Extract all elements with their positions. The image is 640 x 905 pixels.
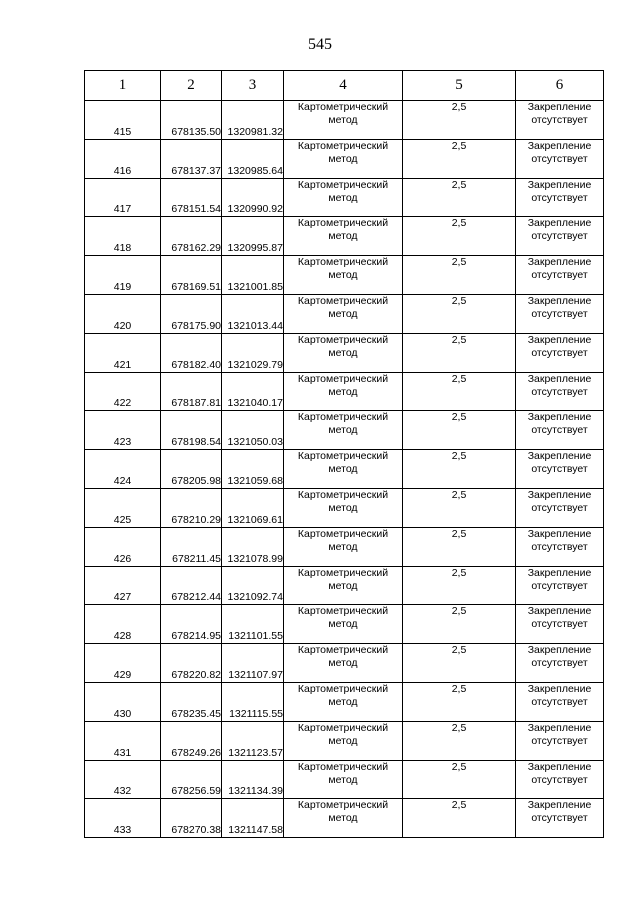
- point-number-cell: 415: [85, 101, 161, 140]
- x-coordinate-cell: 678211.45: [161, 527, 222, 566]
- point-number-cell: 432: [85, 760, 161, 799]
- method-text-line1: Картометрический: [297, 217, 389, 230]
- point-number-cell: 422: [85, 372, 161, 411]
- method-cell: [284, 760, 403, 799]
- method-text-line1: Картометрический: [297, 566, 389, 579]
- fixation-text-line2: отсутствует: [531, 773, 588, 786]
- x-coordinate-cell: 678162.29: [161, 217, 222, 256]
- method-cell: [284, 721, 403, 760]
- table-row: [85, 760, 604, 799]
- method-cell: [284, 294, 403, 333]
- fixation-text-line1: Закрепление: [527, 644, 592, 657]
- fixation-text-line2: отсутствует: [531, 463, 588, 476]
- fixation-cell: [516, 411, 604, 450]
- x-coordinate-cell: 678235.45: [161, 682, 222, 721]
- y-coordinate-cell: 1321001.85: [222, 256, 284, 295]
- method-text-line1: Картометрический: [297, 178, 389, 191]
- y-coordinate-cell: 1321050.03: [222, 411, 284, 450]
- x-coordinate-cell: 678212.44: [161, 566, 222, 605]
- table-row: [85, 527, 604, 566]
- method-text-line2: метод: [328, 230, 358, 243]
- point-number-cell: 427: [85, 566, 161, 605]
- method-cell: [284, 605, 403, 644]
- fixation-text-line2: отсутствует: [531, 385, 588, 398]
- table-row: [85, 411, 604, 450]
- fixation-cell: [516, 178, 604, 217]
- method-text-line1: Картометрический: [297, 799, 389, 812]
- fixation-text-line1: Закрепление: [527, 139, 592, 152]
- table-row: [85, 605, 604, 644]
- accuracy-cell: 2,5: [403, 799, 516, 838]
- method-text-line2: метод: [328, 269, 358, 282]
- x-coordinate-cell: 678210.29: [161, 488, 222, 527]
- point-number-cell: 430: [85, 682, 161, 721]
- method-cell: [284, 101, 403, 140]
- point-number-cell: 423: [85, 411, 161, 450]
- point-number-cell: 416: [85, 139, 161, 178]
- method-text-line1: Картометрический: [297, 760, 389, 773]
- method-text-line1: Картометрический: [297, 256, 389, 269]
- fixation-cell: [516, 566, 604, 605]
- accuracy-cell: 2,5: [403, 682, 516, 721]
- accuracy-cell: 2,5: [403, 644, 516, 683]
- fixation-text-line1: Закрепление: [527, 217, 592, 230]
- method-text-line2: метод: [328, 618, 358, 631]
- method-text-line2: метод: [328, 734, 358, 747]
- point-number-cell: 429: [85, 644, 161, 683]
- x-coordinate-cell: 678187.81: [161, 372, 222, 411]
- coordinates-table: [84, 70, 604, 838]
- method-text-line1: Картометрический: [297, 450, 389, 463]
- method-text-line2: метод: [328, 501, 358, 514]
- x-coordinate-cell: 678249.26: [161, 721, 222, 760]
- method-text-line1: Картометрический: [297, 294, 389, 307]
- x-coordinate-cell: 678135.50: [161, 101, 222, 140]
- method-cell: [284, 799, 403, 838]
- y-coordinate-cell: 1320990.92: [222, 178, 284, 217]
- y-coordinate-cell: 1321069.61: [222, 488, 284, 527]
- fixation-text-line1: Закрепление: [527, 527, 592, 540]
- method-text-line2: метод: [328, 114, 358, 126]
- fixation-cell: [516, 217, 604, 256]
- y-coordinate-cell: 1321078.99: [222, 527, 284, 566]
- fixation-cell: [516, 760, 604, 799]
- method-text-line1: Картометрический: [297, 372, 389, 385]
- method-text-line2: метод: [328, 695, 358, 708]
- method-text-line1: Картометрический: [297, 721, 389, 734]
- table-row: [85, 178, 604, 217]
- table-row: [85, 566, 604, 605]
- accuracy-cell: 2,5: [403, 256, 516, 295]
- method-text-line2: метод: [328, 152, 358, 165]
- method-cell: [284, 682, 403, 721]
- accuracy-cell: 2,5: [403, 721, 516, 760]
- accuracy-cell: 2,5: [403, 527, 516, 566]
- x-coordinate-cell: 678151.54: [161, 178, 222, 217]
- table-row: [85, 450, 604, 489]
- method-cell: [284, 256, 403, 295]
- method-text-line2: метод: [328, 773, 358, 786]
- method-text-line2: метод: [328, 385, 358, 398]
- method-text-line1: Картометрический: [297, 488, 389, 501]
- fixation-text-line2: отсутствует: [531, 501, 588, 514]
- column-header: 4: [284, 71, 403, 101]
- x-coordinate-cell: 678205.98: [161, 450, 222, 489]
- fixation-text-line1: Закрепление: [527, 372, 592, 385]
- fixation-cell: [516, 256, 604, 295]
- y-coordinate-cell: 1321115.55: [222, 682, 284, 721]
- fixation-text-line1: Закрепление: [527, 178, 592, 191]
- x-coordinate-cell: 678256.59: [161, 760, 222, 799]
- method-cell: [284, 527, 403, 566]
- method-text-line2: метод: [328, 463, 358, 476]
- table-row: [85, 644, 604, 683]
- fixation-cell: [516, 605, 604, 644]
- accuracy-cell: 2,5: [403, 139, 516, 178]
- method-text-line2: метод: [328, 812, 358, 825]
- method-text-line1: Картометрический: [297, 644, 389, 657]
- y-coordinate-cell: 1321013.44: [222, 294, 284, 333]
- method-text-line2: метод: [328, 424, 358, 437]
- fixation-text-line2: отсутствует: [531, 114, 588, 126]
- fixation-text-line2: отсутствует: [531, 424, 588, 437]
- method-cell: [284, 411, 403, 450]
- method-cell: [284, 217, 403, 256]
- fixation-text-line2: отсутствует: [531, 152, 588, 165]
- fixation-cell: [516, 333, 604, 372]
- fixation-cell: [516, 101, 604, 140]
- method-text-line2: метод: [328, 346, 358, 359]
- method-cell: [284, 333, 403, 372]
- method-text-line2: метод: [328, 191, 358, 204]
- table-row: [85, 217, 604, 256]
- fixation-text-line1: Закрепление: [527, 760, 592, 773]
- method-cell: [284, 450, 403, 489]
- method-text-line1: Картометрический: [297, 682, 389, 695]
- fixation-text-line2: отсутствует: [531, 657, 588, 670]
- x-coordinate-cell: 678270.38: [161, 799, 222, 838]
- fixation-cell: [516, 488, 604, 527]
- method-cell: [284, 644, 403, 683]
- fixation-text-line1: Закрепление: [527, 799, 592, 812]
- fixation-text-line1: Закрепление: [527, 333, 592, 346]
- column-header: 5: [403, 71, 516, 101]
- point-number-cell: 421: [85, 333, 161, 372]
- x-coordinate-cell: 678182.40: [161, 333, 222, 372]
- y-coordinate-cell: 1321107.97: [222, 644, 284, 683]
- fixation-text-line1: Закрепление: [527, 411, 592, 424]
- table-row: [85, 333, 604, 372]
- y-coordinate-cell: 1321040.17: [222, 372, 284, 411]
- point-number-cell: 419: [85, 256, 161, 295]
- y-coordinate-cell: 1320981.32: [222, 101, 284, 140]
- fixation-text-line2: отсутствует: [531, 579, 588, 592]
- table-row: [85, 256, 604, 295]
- fixation-cell: [516, 450, 604, 489]
- table-row: [85, 682, 604, 721]
- y-coordinate-cell: 1321059.68: [222, 450, 284, 489]
- fixation-cell: [516, 644, 604, 683]
- fixation-text-line2: отсутствует: [531, 269, 588, 282]
- accuracy-cell: 2,5: [403, 294, 516, 333]
- column-header: 6: [516, 71, 604, 101]
- fixation-text-line1: Закрепление: [527, 605, 592, 618]
- method-text-line1: Картометрический: [297, 527, 389, 540]
- accuracy-cell: 2,5: [403, 488, 516, 527]
- y-coordinate-cell: 1320995.87: [222, 217, 284, 256]
- accuracy-cell: 2,5: [403, 101, 516, 140]
- page-number: 545: [308, 36, 332, 53]
- method-text-line1: Картометрический: [297, 605, 389, 618]
- accuracy-cell: 2,5: [403, 411, 516, 450]
- x-coordinate-cell: 678198.54: [161, 411, 222, 450]
- accuracy-cell: 2,5: [403, 566, 516, 605]
- table-row: [85, 372, 604, 411]
- y-coordinate-cell: 1321029.79: [222, 333, 284, 372]
- accuracy-cell: 2,5: [403, 450, 516, 489]
- y-coordinate-cell: 1320985.64: [222, 139, 284, 178]
- method-cell: [284, 566, 403, 605]
- fixation-cell: [516, 721, 604, 760]
- point-number-cell: 417: [85, 178, 161, 217]
- point-number-cell: 424: [85, 450, 161, 489]
- fixation-text-line2: отсутствует: [531, 695, 588, 708]
- method-text-line1: Картометрический: [297, 139, 389, 152]
- accuracy-cell: 2,5: [403, 178, 516, 217]
- fixation-text-line2: отсутствует: [531, 191, 588, 204]
- point-number-cell: 420: [85, 294, 161, 333]
- x-coordinate-cell: 678137.37: [161, 139, 222, 178]
- fixation-cell: [516, 799, 604, 838]
- method-text-line2: метод: [328, 540, 358, 553]
- fixation-text-line1: Закрепление: [527, 256, 592, 269]
- method-cell: [284, 139, 403, 178]
- point-number-cell: 418: [85, 217, 161, 256]
- fixation-cell: [516, 372, 604, 411]
- fixation-text-line2: отсутствует: [531, 812, 588, 825]
- method-cell: [284, 178, 403, 217]
- x-coordinate-cell: 678169.51: [161, 256, 222, 295]
- column-header: 1: [85, 71, 161, 101]
- fixation-text-line2: отсутствует: [531, 618, 588, 631]
- point-number-cell: 426: [85, 527, 161, 566]
- fixation-text-line1: Закрепление: [527, 488, 592, 501]
- method-text-line2: метод: [328, 307, 358, 320]
- table-row: [85, 721, 604, 760]
- accuracy-cell: 2,5: [403, 333, 516, 372]
- method-text-line2: метод: [328, 657, 358, 670]
- fixation-cell: [516, 527, 604, 566]
- fixation-text-line1: Закрепление: [527, 101, 592, 113]
- fixation-cell: [516, 294, 604, 333]
- fixation-text-line2: отсутствует: [531, 346, 588, 359]
- fixation-text-line2: отсутствует: [531, 230, 588, 243]
- accuracy-cell: 2,5: [403, 372, 516, 411]
- table-row: [85, 488, 604, 527]
- point-number-cell: 431: [85, 721, 161, 760]
- fixation-text-line2: отсутствует: [531, 540, 588, 553]
- accuracy-cell: 2,5: [403, 605, 516, 644]
- method-text-line1: Картометрический: [297, 101, 389, 113]
- fixation-text-line2: отсутствует: [531, 307, 588, 320]
- method-text-line1: Картометрический: [297, 411, 389, 424]
- fixation-text-line1: Закрепление: [527, 294, 592, 307]
- y-coordinate-cell: 1321101.55: [222, 605, 284, 644]
- fixation-text-line2: отсутствует: [531, 734, 588, 747]
- accuracy-cell: 2,5: [403, 217, 516, 256]
- y-coordinate-cell: 1321123.57: [222, 721, 284, 760]
- y-coordinate-cell: 1321134.39: [222, 760, 284, 799]
- table-row: [85, 101, 604, 140]
- table-row: [85, 139, 604, 178]
- fixation-cell: [516, 682, 604, 721]
- column-header: 2: [161, 71, 222, 101]
- table-row: [85, 799, 604, 838]
- method-cell: [284, 488, 403, 527]
- method-cell: [284, 372, 403, 411]
- y-coordinate-cell: 1321092.74: [222, 566, 284, 605]
- x-coordinate-cell: 678220.82: [161, 644, 222, 683]
- column-header: 3: [222, 71, 284, 101]
- fixation-text-line1: Закрепление: [527, 682, 592, 695]
- x-coordinate-cell: 678214.95: [161, 605, 222, 644]
- accuracy-cell: 2,5: [403, 760, 516, 799]
- fixation-text-line1: Закрепление: [527, 721, 592, 734]
- method-text-line1: Картометрический: [297, 333, 389, 346]
- x-coordinate-cell: 678175.90: [161, 294, 222, 333]
- point-number-cell: 433: [85, 799, 161, 838]
- point-number-cell: 428: [85, 605, 161, 644]
- method-text-line2: метод: [328, 579, 358, 592]
- fixation-cell: [516, 139, 604, 178]
- fixation-text-line1: Закрепление: [527, 450, 592, 463]
- table-row: [85, 294, 604, 333]
- point-number-cell: 425: [85, 488, 161, 527]
- fixation-text-line1: Закрепление: [527, 566, 592, 579]
- table-body: [85, 101, 604, 838]
- table-header-row: [85, 71, 604, 101]
- y-coordinate-cell: 1321147.58: [222, 799, 284, 838]
